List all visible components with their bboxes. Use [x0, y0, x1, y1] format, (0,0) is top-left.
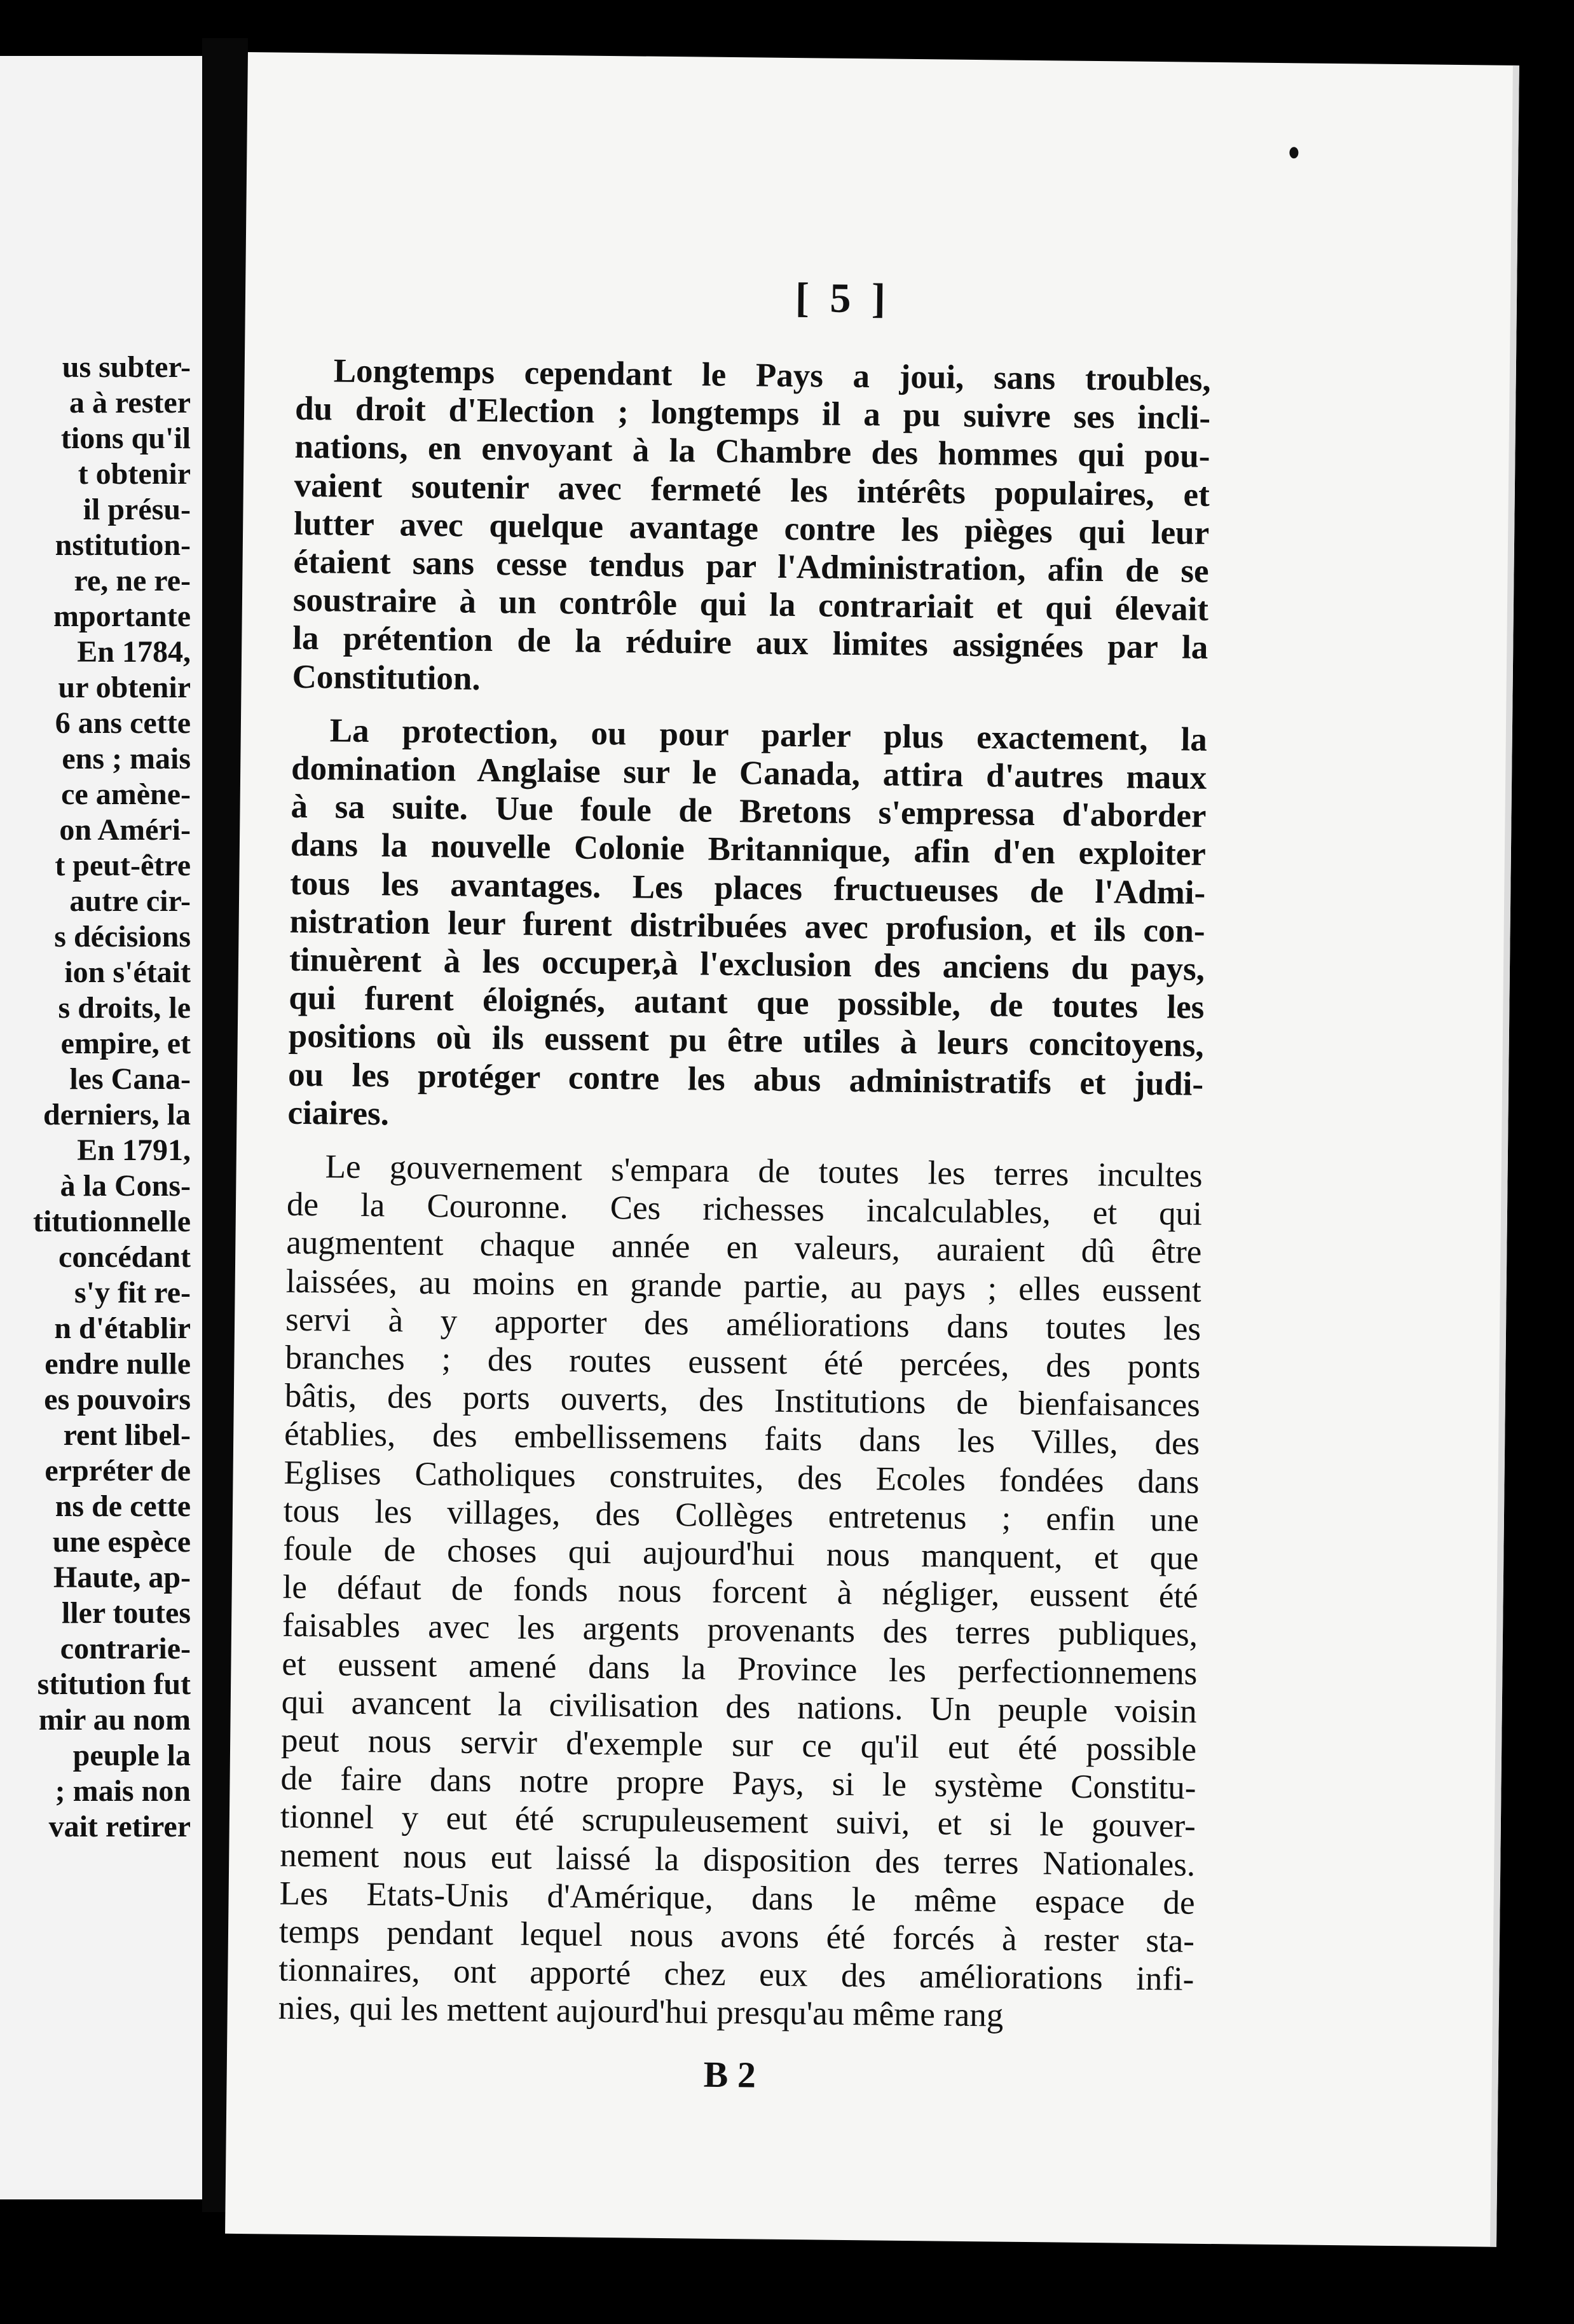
text-line: du droit d'Election ; longtemps il a pu suivre ses incli-: [294, 390, 1211, 437]
text-line: qui avancent la civilisation des nations. Un peuple voisin: [281, 1683, 1198, 1730]
text-line: dans la nouvelle Colonie Britannique, afin d'en exploiter: [290, 826, 1207, 873]
left-text-line: vait retirer: [48, 1810, 191, 1843]
text-line: ciaires.: [287, 1094, 390, 1133]
text-line: à sa suite. Uue foule de Bretons s'empressa d'aborder: [291, 788, 1207, 835]
left-text-line: derniers, la: [43, 1098, 191, 1131]
text-line: augmentent chaque année en valeurs, auraient dû être: [286, 1224, 1202, 1271]
left-text-line: t peut-être: [55, 849, 191, 882]
left-text-line: n d'établir: [54, 1311, 191, 1345]
left-text-line: Haute, ap-: [53, 1561, 191, 1594]
left-text-line: s'y fit re-: [74, 1276, 191, 1309]
left-text-line: à la Cons-: [60, 1169, 191, 1203]
left-text-line: us subter-: [62, 350, 191, 384]
left-text-line: s droits, le: [58, 991, 191, 1025]
page-number: [ 5 ]: [795, 275, 891, 322]
text-line: soustraire à un contrôle qui la contrariait et qui élevait: [292, 581, 1209, 629]
text-line: de la Couronne. Ces richesses incalculables, et qui: [286, 1186, 1203, 1233]
ink-spot: [1289, 147, 1298, 158]
text-line: nations, en envoyant à la Chambre des hommes qui pou-: [294, 428, 1210, 475]
text-line: bâtis, des ports ouverts, des Institutions de bienfaisances: [284, 1377, 1201, 1424]
text-line: tous les villages, des Collèges entretenus ; enfin une: [283, 1492, 1200, 1539]
left-text-line: 6 ans cette: [55, 706, 191, 740]
left-text-line: les Cana-: [69, 1062, 191, 1096]
text-line: tous les avantages. Les places fructueuses de l'Admi-: [290, 865, 1206, 912]
text-line: tinuèrent à les occuper,à l'exclusion des anciens du pays,: [289, 941, 1205, 988]
left-text-line: ens ; mais: [62, 742, 191, 776]
left-text-line: mportante: [53, 599, 191, 633]
left-text-line: on Améri-: [59, 813, 191, 847]
text-line: Longtemps cependant le Pays a joui, sans troubles,: [333, 352, 1211, 399]
left-text-line: peuple la: [72, 1739, 191, 1772]
text-line: tionnaires, ont apporté chez eux des améliorations infi-: [278, 1951, 1194, 1998]
left-text-line: t obtenir: [78, 457, 191, 491]
text-line: peut nous servir d'exemple sur ce qu'il eut été possible: [280, 1721, 1197, 1768]
text-line: étaient sans cesse tendus par l'Administration, afin de se: [293, 543, 1209, 590]
text-line: faisables avec les argents provenants des terres publiques,: [282, 1607, 1198, 1654]
signature-mark: B 2: [703, 2053, 756, 2096]
text-line: tionnel y eut été scrupuleusement suivi, et si le gouver-: [280, 1798, 1196, 1845]
left-text-line: ller toutes: [61, 1596, 191, 1630]
main-page: [225, 52, 1519, 2247]
text-line: et eussent amené dans la Province les perfectionnemens: [282, 1645, 1198, 1692]
left-text-line: ion s'était: [64, 955, 191, 989]
text-line: temps pendant lequel nous avons été forcés à rester sta-: [278, 1913, 1195, 1960]
left-text-line: En 1791,: [77, 1133, 191, 1167]
left-page-fragment: [0, 56, 202, 2199]
text-line: branches ; des routes eussent été percées, des ponts: [285, 1339, 1201, 1386]
left-text-line: a à rester: [69, 386, 191, 420]
left-text-line: rent libel-: [63, 1418, 191, 1452]
text-line: domination Anglaise sur le Canada, attira d'autres maux: [291, 749, 1207, 796]
text-line: Constitution.: [292, 658, 481, 697]
left-text-line: es pouvoirs: [44, 1383, 191, 1416]
body-text: [278, 352, 1211, 2035]
text-line: La protection, ou pour parler plus exactement, la: [329, 712, 1208, 758]
left-text-line: nstitution-: [55, 528, 191, 562]
left-text-line: ce amène-: [61, 777, 191, 811]
text-line: le défaut de fonds nous forcent à négliger, eussent été: [282, 1568, 1198, 1615]
left-text-line: endre nulle: [44, 1347, 191, 1381]
text-line: de faire dans notre propre Pays, si le système Constitu-: [280, 1760, 1196, 1807]
text-line: foule de choses qui aujourd'hui nous manquent, et que: [283, 1530, 1199, 1577]
text-line: vaient soutenir avec fermeté les intérêts populaires, et: [294, 467, 1210, 514]
text-line: nistration leur furent distribuées avec profusion, et ils con-: [289, 903, 1205, 950]
left-text-line: tions qu'il: [60, 421, 191, 455]
left-text-line: erpréter de: [44, 1454, 191, 1487]
text-line: nement nous eut laissé la disposition des terres Nationales.: [279, 1836, 1196, 1883]
left-text-line: mir au nom: [38, 1703, 191, 1737]
left-text-line: il présu-: [83, 493, 191, 526]
left-text-line: re, ne re-: [74, 564, 191, 598]
text-line: Les Etats-Unis d'Amérique, dans le même espace de: [279, 1875, 1195, 1922]
left-text-line: stitution fut: [37, 1667, 191, 1701]
text-line: ou les protéger contre les abus administratifs et judi-: [287, 1056, 1204, 1103]
text-line: Eglises Catholiques construites, des Ecoles fondées dans: [284, 1454, 1200, 1501]
text-line: laissées, au moins en grande partie, au pays ; elles eussent: [285, 1262, 1201, 1309]
text-line: la prétention de la réduire aux limites assignées par la: [292, 620, 1208, 667]
text-line: lutter avec quelque avantage contre les pièges qui leur: [293, 505, 1210, 552]
text-line: Le gouvernement s'empara de toutes les terres incultes: [325, 1148, 1203, 1194]
text-line: servi à y apporter des améliorations dans toutes les: [285, 1301, 1201, 1348]
text-line: établies, des embellissemens faits dans les Villes, des: [284, 1416, 1200, 1463]
text-line: nies, qui les mettent aujourd'hui presqu'au même rang: [278, 1990, 1004, 2035]
left-text-line: ns de cette: [55, 1489, 191, 1523]
left-text-line: ur obtenir: [58, 671, 191, 704]
left-text-line: titutionnelle: [33, 1205, 191, 1238]
left-text-line: empire, et: [60, 1027, 191, 1060]
left-text-line: ; mais non: [55, 1774, 191, 1808]
left-text-line: En 1784,: [77, 635, 191, 669]
left-text-line: s décisions: [54, 920, 191, 954]
text-line: positions où ils eussent pu être utiles à leurs concitoyens,: [288, 1018, 1205, 1065]
left-text-line: une espèce: [52, 1525, 191, 1559]
left-text-line: contrarie-: [60, 1632, 191, 1665]
left-text-line: autre cir-: [69, 884, 191, 918]
left-text-line: concédant: [58, 1240, 191, 1274]
text-line: qui furent éloignés, autant que possible, de toutes les: [289, 979, 1205, 1027]
